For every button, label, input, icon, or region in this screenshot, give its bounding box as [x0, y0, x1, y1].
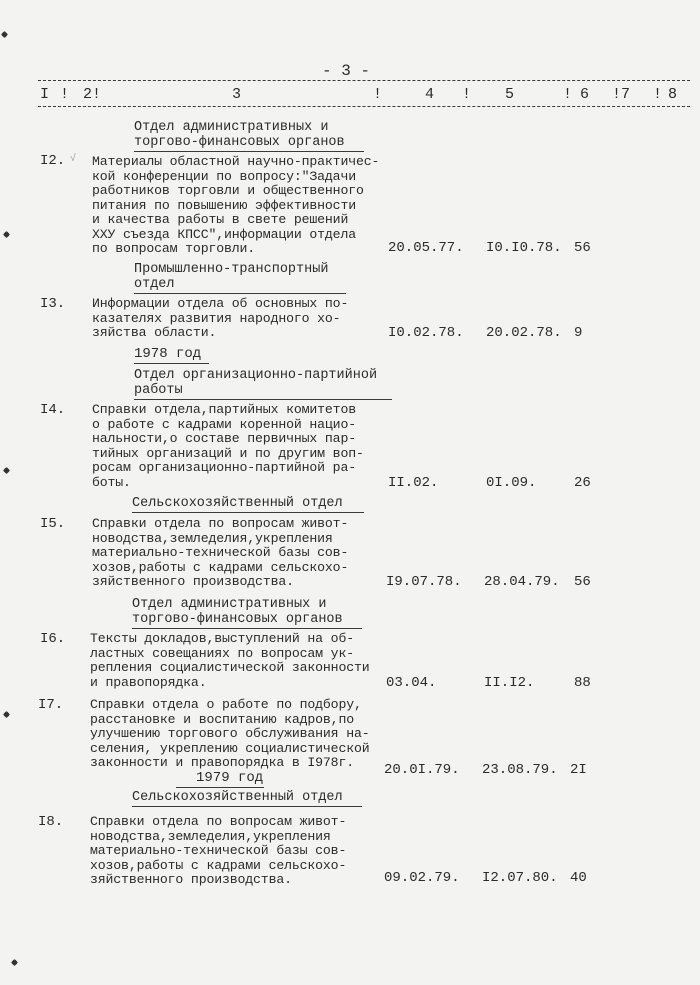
entry-line: новодства,земледелия,укрепления: [92, 531, 333, 546]
end-date: I0.I0.78.: [486, 240, 562, 256]
entry-line: репления социалистической законности: [90, 660, 370, 675]
page-count: 56: [574, 240, 591, 256]
column-header-cell: !: [60, 86, 70, 103]
column-header-cell: 6: [580, 86, 590, 103]
binding-hole-mark: [3, 231, 10, 238]
entry-line: тийных организаций и по другим воп-: [92, 446, 364, 461]
entry-line: расстановке и воспитанию кадров,по: [90, 712, 354, 727]
entry-number: I8.: [38, 814, 64, 830]
entry-line: и правопорядка.: [90, 675, 207, 690]
end-date: 23.08.79.: [482, 762, 558, 778]
entry-line: Информации отдела об основных по-: [92, 296, 349, 311]
section-heading: отдел: [134, 277, 175, 292]
entry-line: ХХУ съезда КПСС",информации отдела: [92, 227, 356, 242]
entry-line: казателях развития народного хо-: [92, 311, 341, 326]
section-heading: Сельскохозяйственный отдел: [132, 496, 343, 511]
page-count: 56: [574, 574, 591, 590]
column-header-cell: !: [462, 86, 472, 103]
entry-line: Тексты докладов,выступлений на об-: [90, 631, 354, 646]
section-underline: [134, 293, 346, 294]
section-heading: работы: [134, 383, 183, 398]
section-heading: торгово-финансовых органов: [132, 612, 343, 627]
entry-line: новодства,земледелия,укрепления: [90, 829, 331, 844]
entry-line: материально-технической базы сов-: [90, 843, 347, 858]
entry-line: законности и правопорядка в I978г.: [90, 755, 354, 770]
start-date: 20.05.77.: [388, 240, 464, 256]
section-heading: торгово-финансовых органов: [134, 135, 345, 150]
entry-line: хозов,работы с кадрами сельскохо-: [92, 560, 349, 575]
entry-number: I2.: [40, 153, 66, 169]
section-underline: [134, 151, 364, 152]
entry-line: Материалы областной научно-практичес-: [92, 154, 380, 169]
entry-line: ластных совещаниях по вопросам ук-: [90, 646, 354, 661]
end-date: 28.04.79.: [484, 574, 560, 590]
column-header-cell: 3: [232, 86, 242, 103]
page-number: - 3 -: [322, 62, 371, 80]
binding-hole-mark: [3, 711, 10, 718]
start-date: 09.02.79.: [384, 870, 460, 886]
section-underline: [134, 399, 392, 400]
start-date: 03.04.: [386, 675, 437, 691]
header-rule-top: [38, 80, 690, 81]
column-header-cell: !: [373, 86, 383, 103]
start-date: II.02.: [388, 475, 439, 491]
year-heading: 1978 год: [134, 346, 202, 362]
entry-line: питания по повышению эффективности: [92, 198, 356, 213]
entry-line: по вопросам торговли.: [92, 241, 256, 256]
page-count: 2I: [570, 762, 587, 778]
section-underline: [132, 628, 362, 629]
page-count: 26: [574, 475, 591, 491]
header-rule-bottom: [38, 106, 690, 107]
page-count: 88: [574, 675, 591, 691]
entry-line: боты.: [92, 475, 131, 490]
column-header-cell: !: [563, 86, 573, 103]
entry-line: зяйственного производства.: [92, 574, 294, 589]
year-heading: 1979 год: [196, 770, 264, 786]
section-heading: Сельскохозяйственный отдел: [132, 790, 343, 805]
entry-number: I5.: [40, 516, 66, 532]
column-header-cell: !: [653, 86, 663, 103]
start-date: I9.07.78.: [386, 574, 462, 590]
year-underline: [134, 363, 209, 364]
page-count: 9: [574, 325, 583, 341]
entry-line: работников торговли и общественного: [92, 183, 364, 198]
end-date: 0I.09.: [486, 475, 537, 491]
column-header-cell: 8: [668, 86, 678, 103]
entry-line: улучшению торгового обслуживания на-: [90, 726, 370, 741]
section-heading: Отдел организационно-партийной: [134, 368, 378, 383]
column-header-cell: !7: [612, 86, 631, 103]
entry-line: хозов,работы с кадрами сельскохо-: [90, 858, 347, 873]
section-heading: Промышленно-транспортный: [134, 262, 329, 277]
entry-line: материально-технической базы сов-: [92, 545, 349, 560]
entry-line: Справки отдела по вопросам живот-: [92, 516, 349, 531]
entry-line: о работе с кадрами коренной нацио-: [92, 417, 356, 432]
entry-line: зяйственного производства.: [90, 872, 292, 887]
column-header-cell: 4: [425, 86, 435, 103]
end-date: 20.02.78.: [486, 325, 562, 341]
entry-line: нальности,о составе первичных пар-: [92, 431, 356, 446]
entry-number: I6.: [40, 631, 66, 647]
start-date: 20.0I.79.: [384, 762, 460, 778]
entry-line: селения, укреплению социалистической: [90, 741, 370, 756]
column-header-cell: 2!: [83, 86, 102, 103]
end-date: II.I2.: [484, 675, 535, 691]
check-mark: √: [70, 154, 77, 165]
entry-line: росам организационно-партийной ра-: [92, 460, 356, 475]
entry-line: кой конференции по вопросу:"Задачи: [92, 169, 356, 184]
binding-hole-mark: [11, 959, 18, 966]
section-heading: Отдел административных и: [134, 120, 329, 135]
binding-hole-mark: [1, 31, 8, 38]
end-date: I2.07.80.: [482, 870, 558, 886]
section-heading: Отдел административных и: [132, 597, 327, 612]
entry-line: и качества работы в свете решений: [92, 212, 349, 227]
entry-number: I7.: [38, 697, 64, 713]
entry-number: I3.: [40, 296, 66, 312]
start-date: I0.02.78.: [388, 325, 464, 341]
entry-line: Справки отдела,партийных комитетов: [92, 402, 356, 417]
section-underline: [132, 512, 364, 513]
column-header-cell: I: [40, 86, 50, 103]
entry-line: Справки отдела по вопросам живот-: [90, 814, 347, 829]
column-header-cell: 5: [505, 86, 515, 103]
page-count: 40: [570, 870, 587, 886]
entry-line: зяйства области.: [92, 325, 217, 340]
entry-number: I4.: [40, 402, 66, 418]
section-underline: [132, 806, 362, 807]
year-underline: [176, 787, 264, 788]
entry-line: Справки отдела о работе по подбору,: [90, 697, 362, 712]
binding-hole-mark: [3, 467, 10, 474]
